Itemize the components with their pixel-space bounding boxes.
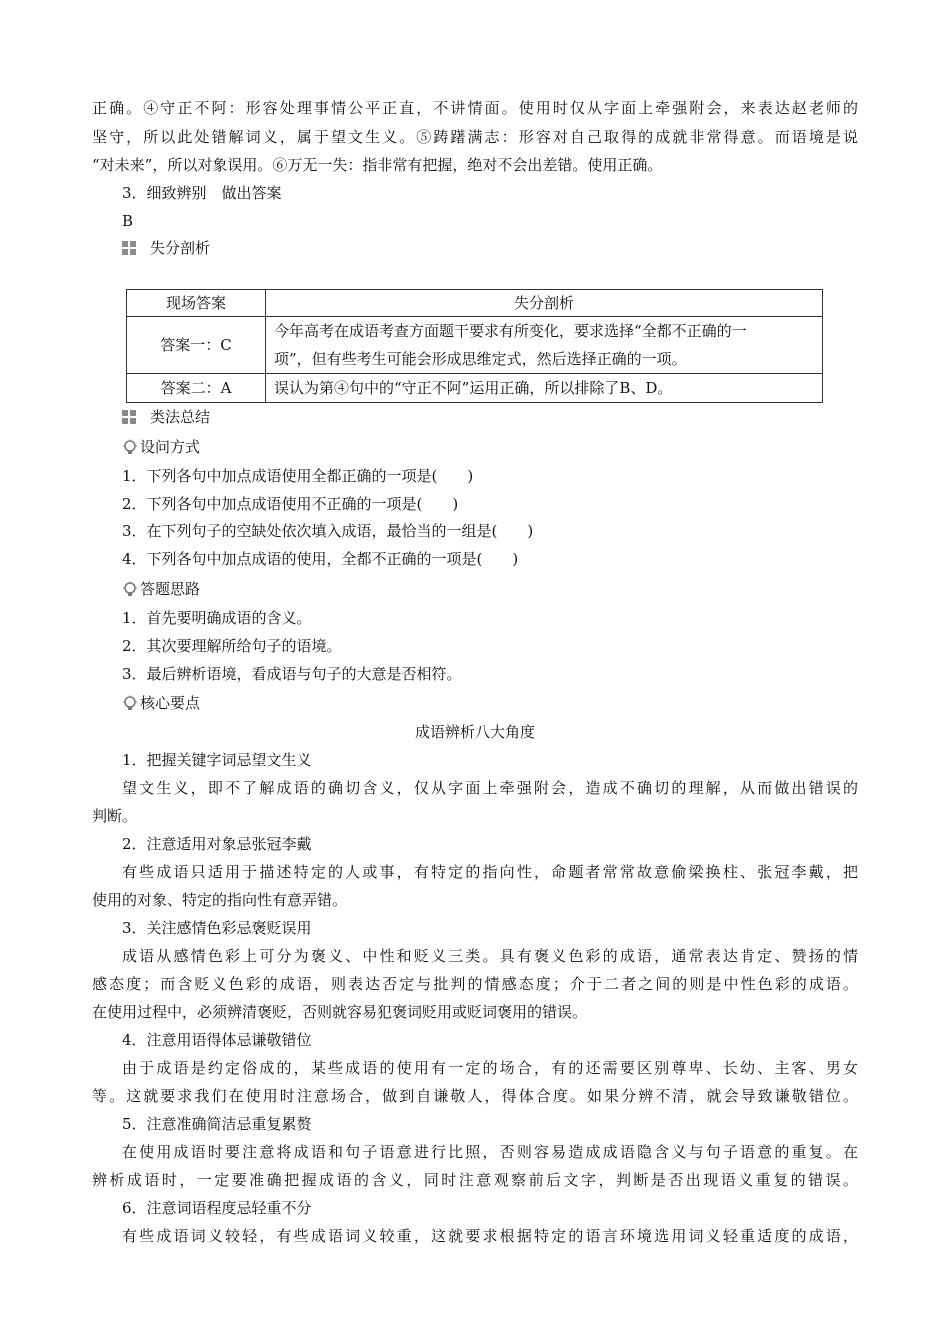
paragraph-line: 由于成语是约定俗成的，某些成语的使用有一定的场合，有的还需要区别尊卑、长幼、主客、男女 xyxy=(122,1059,858,1077)
centered-title: 成语辨析八大角度 xyxy=(414,723,535,741)
point-title: 5．注意准确简洁忌重复累赘 xyxy=(122,1115,312,1133)
subsection-title: 核心要点 xyxy=(140,694,201,712)
list-item: 1．首先要明确成语的含义。 xyxy=(122,609,312,627)
list-item: 4．下列各句中加点成语的使用，全都不正确的一项是( ) xyxy=(122,550,519,568)
table-cell-answer: 答案一：C xyxy=(127,317,266,374)
subsection-key-points xyxy=(122,692,200,714)
paragraph-line: 使用的对象、特定的指向性有意弄错。 xyxy=(92,891,348,909)
point-title: 1．把握关键字词忌望文生义 xyxy=(122,751,312,769)
paragraph-line: 正确。④守正不阿：形容处理事情公平正直，不讲情面。使用时仅从字面上牵强附会，来表达赵老师的 xyxy=(92,99,858,117)
lightbulb-icon xyxy=(122,439,138,457)
section-heading-summary xyxy=(122,406,210,428)
table-row xyxy=(127,374,823,403)
section-heading-loss xyxy=(122,237,210,259)
paragraph-line: 有些成语词义较轻，有些成语词义较重，这就要求根据特定的语言环境选用词义轻重适度的成语， xyxy=(122,1227,858,1245)
subsection-approach xyxy=(122,578,200,600)
subsection-title: 答题思路 xyxy=(140,580,201,598)
paragraph-line: 有些成语只适用于描述特定的人或事，有特定的指向性，命题者常常故意偷梁换柱、张冠李戴，把 xyxy=(122,863,858,881)
point-title: 3．关注感情色彩忌褒贬误用 xyxy=(122,919,312,937)
grid-section-icon xyxy=(122,410,136,424)
list-item: 3．最后辨析语境，看成语与句子的大意是否相符。 xyxy=(122,665,462,683)
analysis-line: 项”，但有些考生可能会形成思维定式，然后选择正确的一项。 xyxy=(274,350,687,368)
lightbulb-icon xyxy=(122,581,138,599)
table-header-cell: 失分剖析 xyxy=(266,290,823,317)
paragraph-line: “对未来”，所以对象误用。⑥万无一失：指非常有把握，绝对不会出差错。使用正确。 xyxy=(92,156,663,174)
list-item: 2．下列各句中加点成语使用不正确的一项是( ) xyxy=(122,495,459,513)
table-row xyxy=(127,317,823,374)
paragraph-line: 望文生义，即不了解成语的确切含义，仅从字面上牵强附会，造成不确切的理解，从而做出错误的 xyxy=(122,779,858,797)
paragraph-line: 辨析成语时，一定要准确把握成语的含义，同时注意观察前后文字，判断是否出现语义重复的错误。 xyxy=(92,1171,858,1189)
table-cell-answer: 答案二：A xyxy=(127,374,266,403)
section-title: 类法总结 xyxy=(150,408,211,426)
paragraph-line: 成语从感情色彩上可分为褒义、中性和贬义三类。具有褒义色彩的成语，通常表达肯定、赞扬的情 xyxy=(122,947,858,965)
point-title: 6．注意词语程度忌轻重不分 xyxy=(122,1199,312,1217)
analysis-line: 今年高考在成语考查方面题干要求有所变化，要求选择“全都不正确的一 xyxy=(274,322,747,340)
point-title: 4．注意用语得体忌谦敬错位 xyxy=(122,1031,312,1049)
table-header-cell: 现场答案 xyxy=(127,290,266,317)
paragraph-line: 在使用过程中，必须辨清褒贬，否则就容易犯褒词贬用或贬词褒用的错误。 xyxy=(92,1003,588,1021)
table-header-row xyxy=(127,290,823,317)
paragraph-line: 等。这就要求我们在使用时注意场合，做到自谦敬人，得体合度。如果分辨不清，就会导致谦敬错位。 xyxy=(92,1087,858,1105)
list-item: 3．在下列句子的空缺处依次填入成语，最恰当的一组是( ) xyxy=(122,522,534,540)
paragraph-line: 感态度；而含贬义色彩的成语，则表达否定与批判的情感态度；介于二者之间的则是中性色彩的成语。 xyxy=(92,975,858,993)
paragraph-line: 判断。 xyxy=(92,807,138,825)
point-title: 2．注意适用对象忌张冠李戴 xyxy=(122,835,312,853)
list-item: 2．其次要理解所给句子的语境。 xyxy=(122,637,342,655)
paragraph-line: 在使用成语时要注意将成语和句子语意进行比照，否则容易造成成语隐含义与句子语意的重复。在 xyxy=(122,1143,858,1161)
answer-text: B xyxy=(122,212,134,230)
lightbulb-icon xyxy=(122,695,138,713)
section-title: 失分剖析 xyxy=(150,239,211,257)
paragraph-line: 坚守，所以此处错解词义，属于望文生义。⑤踌躇满志：形容对自己取得的成就非常得意。而语境是说 xyxy=(92,128,858,146)
loss-analysis-table xyxy=(126,289,823,403)
table-cell-analysis: 误认为第④句中的“守正不阿”运用正确，所以排除了B、D。 xyxy=(266,374,823,403)
list-item: 1．下列各句中加点成语使用全都正确的一项是( ) xyxy=(122,467,474,485)
subsection-question-style xyxy=(122,436,200,458)
table-cell-analysis xyxy=(266,317,823,374)
grid-section-icon xyxy=(122,241,136,255)
step-title: 3．细致辨别 做出答案 xyxy=(122,184,282,202)
subsection-title: 设问方式 xyxy=(140,438,201,456)
